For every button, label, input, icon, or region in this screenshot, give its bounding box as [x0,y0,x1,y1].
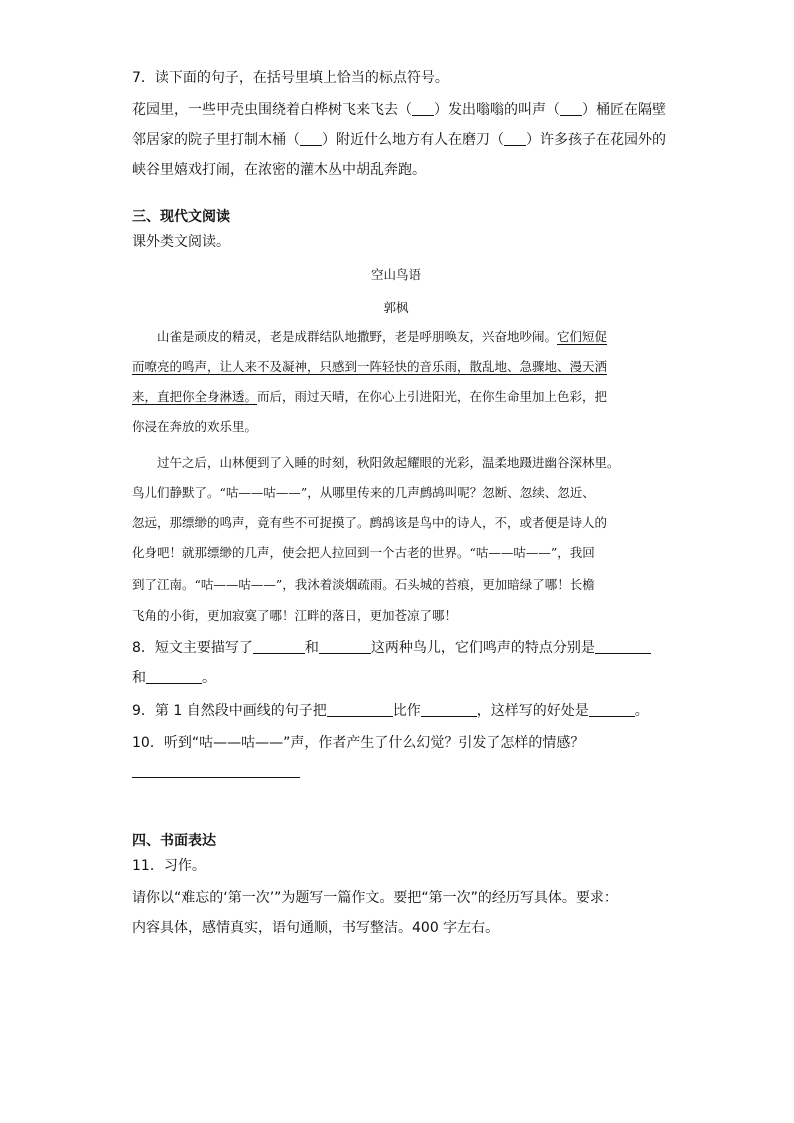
q8-blank-4[interactable] [146,669,202,684]
q9-blank-1[interactable] [327,702,393,717]
q8-blank-2[interactable] [319,639,371,654]
q10-answer-line[interactable] [132,777,300,778]
q8-line-2: 和 。 [132,670,216,686]
q10-question: 10．听到“咕——咕——”声，作者产生了什么幻觉？引发了怎样的情感？ [132,735,585,751]
q7-line-1: 花园里，一些甲壳虫围绕着白桦树飞来飞去（ ）发出嗡嗡的叫声（ ）桶匠在隔壁 [132,102,666,118]
section-3-intro: 课外类文阅读。 [132,234,230,250]
passage-p2-line-6: 飞角的小街，更加寂寞了哪！江畔的落日，更加苍凉了哪！ [132,608,458,623]
q7-line-2: 邻居家的院子里打制木桶（ ）附近什么地方有人在磨刀（ ）许多孩子在花园外的 [132,132,666,148]
q7-blank-1[interactable] [412,101,434,116]
q8-blank-3[interactable] [595,639,651,654]
passage-p1-line-3: 来，直把你全身淋透。而后，雨过天晴，在你心上引进阳光，在你生命里加上色彩，把 [132,389,608,404]
q9-line: 9．第 1 自然段中画线的句子把 比作 ，这样写的好处是 。 [132,703,649,719]
q7-title: 7．读下面的句子，在括号里填上恰当的标点符号。 [132,70,449,86]
underlined-sentence: 它们短促 [557,329,608,344]
section-4-heading: 四、书面表达 [132,833,216,849]
q11-prompt-line-2: 内容具体，感情真实，语句通顺，书写整洁。400 字左右。 [132,920,500,936]
article-author: 郭枫 [383,300,409,315]
q8-blank-1[interactable] [253,639,305,654]
section-3-heading: 三、现代文阅读 [132,209,230,225]
passage-p2-line-5: 到了江南。“咕——咕——”，我沐着淡烟疏雨。石头城的苔痕，更加暗绿了哪！长檐 [132,577,595,592]
passage-p2-line-2: 鸟儿们静默了。“咕——咕——”，从哪里传来的几声鹧鸪叫呢？忽断、忽续、忽近、 [132,485,595,500]
q11-prompt-line-1: 请你以“难忘的‘第一次’”为题写一篇作文。要把“第一次”的经历写具体。要求： [132,890,618,906]
passage-p2-line-4: 化身吧！就那缥缈的几声，使会把人拉回到一个古老的世界。“咕——咕——”，我回 [132,545,595,560]
q7-line-3: 峡谷里嬉戏打闹，在浓密的灌木丛中胡乱奔跑。 [132,162,426,178]
passage-p2-line-1: 过午之后，山林便到了入睡的时刻，秋阳敛起耀眼的光彩，温柔地蹑进幽谷深林里。 [157,455,620,470]
q9-blank-3[interactable] [589,702,635,717]
q11-title: 11．习作。 [132,858,206,874]
passage-p2-line-3: 忽远，那缥缈的鸣声，竟有些不可捉摸了。鹧鸪该是鸟中的诗人，不，或者便是诗人的 [132,515,608,530]
passage-p1-line-1: 山雀是顽皮的精灵，老是成群结队地撒野，老是呼朋唤友，兴奋地吵闹。它们短促 [157,329,608,344]
article-title: 空山鸟语 [370,267,421,282]
q8-line-1: 8．短文主要描写了 和 这两种鸟儿，它们鸣声的特点分别是 [132,638,651,658]
q7-blank-4[interactable] [504,131,526,146]
passage-p1-line-2: 而嘹亮的鸣声，让人来不及凝神，只感到一阵轻快的音乐雨，散乱地、急骤地、漫天洒 [132,359,608,374]
q7-blank-2[interactable] [560,101,582,116]
q7-blank-3[interactable] [300,131,322,146]
passage-p1-line-4: 你浸在奔放的欢乐里。 [132,419,258,434]
q9-blank-2[interactable] [421,702,477,717]
